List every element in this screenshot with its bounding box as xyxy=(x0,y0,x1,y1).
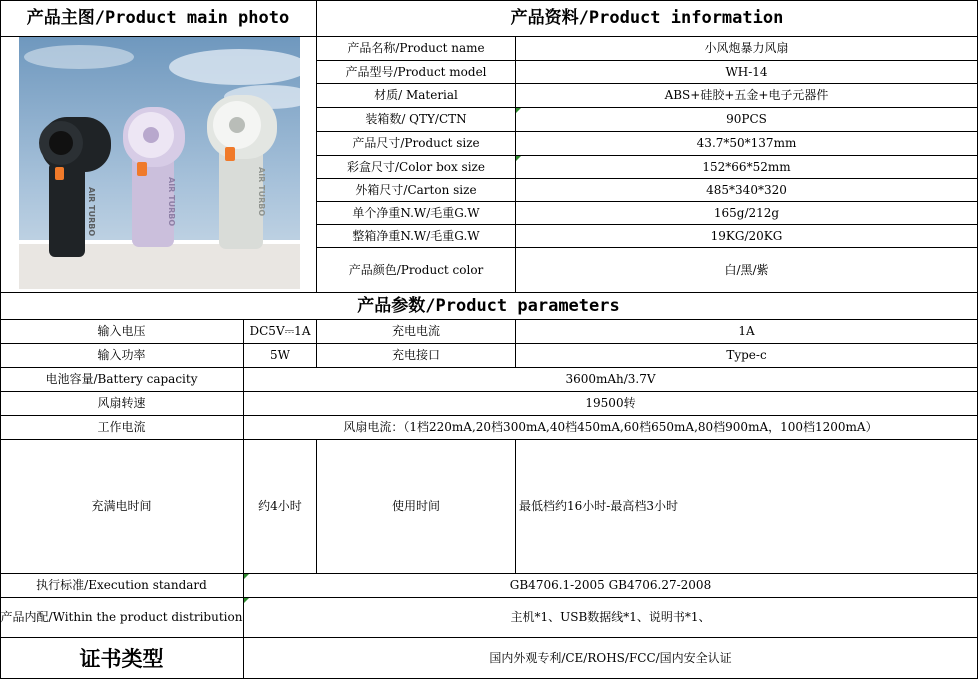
info-value: 152*66*52mm xyxy=(516,156,978,179)
info-value: ABS+硅胶+五金+电子元器件 xyxy=(516,84,978,108)
fan-speed-value: 19500转 xyxy=(244,392,978,416)
svg-text:AIR TURBO: AIR TURBO xyxy=(87,187,96,237)
cell-comment-mark xyxy=(516,156,521,161)
info-label: 彩盒尺寸/Color box size xyxy=(317,156,516,179)
charge-current-label: 充电电流 xyxy=(317,320,516,344)
svg-text:AIR TURBO: AIR TURBO xyxy=(257,167,266,217)
contents-value: 主机*1、USB数据线*1、说明书*1、 xyxy=(244,598,978,638)
contents-label: 产品内配/Within the product distribution xyxy=(0,598,244,638)
info-label: 产品尺寸/Product size xyxy=(317,132,516,156)
info-value: 小风炮暴力风扇 xyxy=(516,37,978,61)
info-value: 485*340*320 xyxy=(516,179,978,202)
info-label: 材质/ Material xyxy=(317,84,516,108)
svg-text:AIR TURBO: AIR TURBO xyxy=(167,177,176,227)
cell-comment-mark xyxy=(516,108,521,113)
info-value: 90PCS xyxy=(516,108,978,132)
info-label: 产品型号/Product model xyxy=(317,61,516,84)
charge-current-value: 1A xyxy=(516,320,978,344)
battery-label: 电池容量/Battery capacity xyxy=(0,368,244,392)
info-value: 白/黑/紫 xyxy=(516,248,978,293)
standard-label: 执行标准/Execution standard xyxy=(0,574,244,598)
work-current-value: 风扇电流：（1档220mA,20档300mA,40档450mA,60档650mA,80档900mA，100档1200mA） xyxy=(244,416,978,440)
full-charge-label: 充满电时间 xyxy=(0,440,244,574)
info-value: WH-14 xyxy=(516,61,978,84)
product-photo xyxy=(19,37,300,289)
info-label: 产品名称/Product name xyxy=(317,37,516,61)
product-info-header: 产品资料/Product information xyxy=(317,0,978,37)
fan-speed-label: 风扇转速 xyxy=(0,392,244,416)
purple-fan xyxy=(123,107,185,247)
parameters-header: 产品参数/Product parameters xyxy=(0,293,978,320)
info-label: 产品颜色/Product color xyxy=(317,248,516,293)
info-label: 单个净重N.W/毛重G.W xyxy=(317,202,516,225)
charge-port-label: 充电接口 xyxy=(317,344,516,368)
info-value: 165g/212g xyxy=(516,202,978,225)
cert-value: 国内外观专利/CE/ROHS/FCC/国内安全认证 xyxy=(244,638,978,679)
use-time-label: 使用时间 xyxy=(317,440,516,574)
input-power-value: 5W xyxy=(244,344,317,368)
cert-label: 证书类型 xyxy=(0,638,244,679)
work-current-label: 工作电流 xyxy=(0,416,244,440)
use-time-value: 最低档约16小时-最高档3小时 xyxy=(516,440,978,574)
input-voltage-value: DC5V⎓1A xyxy=(244,320,317,344)
input-voltage-label: 输入电压 xyxy=(0,320,244,344)
info-value: 19KG/20KG xyxy=(516,225,978,248)
info-label: 外箱尺寸/Carton size xyxy=(317,179,516,202)
info-label: 装箱数/ QTY/CTN xyxy=(317,108,516,132)
battery-value: 3600mAh/3.7V xyxy=(244,368,978,392)
info-value: 43.7*50*137mm xyxy=(516,132,978,156)
full-charge-value: 约4小时 xyxy=(244,440,317,574)
cell-comment-mark xyxy=(244,598,249,603)
cell-comment-mark xyxy=(244,574,249,579)
main-photo-header: 产品主图/Product main photo xyxy=(0,0,317,37)
product-photo-svg xyxy=(19,37,300,289)
standard-value: GB4706.1-2005 GB4706.27-2008 xyxy=(244,574,978,598)
charge-port-value: Type-c xyxy=(516,344,978,368)
input-power-label: 输入功率 xyxy=(0,344,244,368)
info-label: 整箱净重N.W/毛重G.W xyxy=(317,225,516,248)
